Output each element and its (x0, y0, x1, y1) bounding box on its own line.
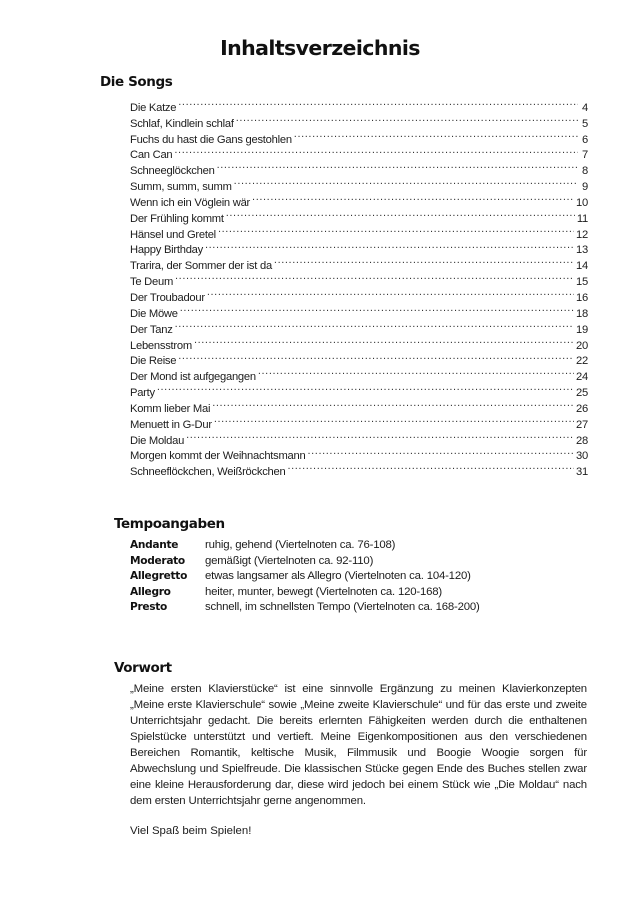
toc-entry-title: Die Katze (130, 101, 177, 114)
dot-leader (175, 317, 574, 333)
toc-entry-title: Der Frühling kommt (130, 212, 224, 225)
dot-leader (214, 412, 574, 428)
tempo-term: Presto (130, 601, 168, 613)
dot-leader (212, 396, 574, 412)
tempo-row (130, 538, 480, 554)
dot-leader (294, 127, 578, 143)
toc-entry-title: Te Deum (130, 276, 174, 289)
toc-entry-page: 5 (582, 117, 588, 130)
toc-entry[interactable] (130, 333, 588, 352)
toc-entry[interactable] (130, 396, 588, 415)
toc-entry-page: 10 (576, 196, 588, 209)
toc-entry-title: Schneeglöckchen (130, 165, 215, 178)
vorwort-section-heading: Vorwort (114, 660, 172, 677)
toc-entry-title: Die Möwe (130, 307, 178, 320)
songs-section-heading: Die Songs (100, 74, 173, 91)
dot-leader (205, 238, 574, 254)
songs-toc-list (130, 95, 588, 479)
dot-leader (174, 143, 578, 159)
toc-entry-page: 19 (576, 323, 588, 336)
dot-leader (258, 364, 574, 380)
toc-entry-title: Der Troubadour (130, 291, 205, 304)
toc-entry-page: 22 (576, 355, 588, 368)
toc-entry[interactable] (130, 269, 588, 289)
toc-entry-page: 6 (582, 133, 588, 146)
toc-entry-title: Party (130, 387, 155, 400)
toc-entry[interactable] (130, 111, 588, 130)
toc-entry-page: 15 (576, 276, 588, 289)
toc-entry[interactable] (130, 95, 588, 114)
tempo-table (130, 538, 480, 616)
toc-entry-title: Schneeflöckchen, Weißröckchen (130, 466, 286, 479)
toc-entry-title: Wenn ich ein Vöglein wär (130, 196, 251, 209)
toc-entry-title: Hänsel und Gretel (130, 228, 216, 241)
tempo-description: gemäßigt (Viertelnoten ca. 92-110) (205, 554, 374, 567)
toc-entry-title: Der Tanz (130, 323, 173, 336)
toc-entry[interactable] (130, 143, 588, 162)
tempo-description: heiter, munter, bewegt (Viertelnoten ca. 120-168) (205, 585, 442, 598)
toc-entry-title: Summ, summ, summ (130, 181, 232, 194)
toc-entry-page: 9 (582, 181, 588, 194)
toc-entry[interactable] (130, 364, 588, 384)
toc-entry-title: Trarira, der Sommer der ist da (130, 260, 272, 273)
dot-leader (157, 380, 574, 396)
toc-entry[interactable] (130, 428, 588, 447)
toc-entry-page: 20 (576, 339, 588, 352)
dot-leader (207, 285, 574, 301)
tempo-term: Allegro (130, 585, 171, 598)
toc-entry-page: 13 (576, 244, 588, 257)
toc-entry-page: 14 (576, 260, 588, 273)
toc-entry-page: 31 (576, 466, 588, 479)
toc-entry-page: 4 (582, 101, 588, 114)
tempo-description: ruhig, gehend (Viertelnoten ca. 76-108) (205, 539, 396, 551)
dot-leader (217, 158, 578, 174)
tempo-row (130, 600, 480, 616)
toc-entry-title: Der Mond ist aufgegangen (130, 371, 256, 384)
page-title: Inhaltsverzeichnis (220, 35, 420, 60)
toc-entry-page: 16 (576, 291, 588, 304)
dot-leader (194, 333, 574, 349)
toc-entry[interactable] (130, 444, 588, 463)
toc-entry-page: 8 (582, 165, 588, 178)
dot-leader (180, 301, 574, 317)
toc-entry[interactable] (130, 301, 588, 320)
dot-leader (186, 428, 574, 444)
toc-entry[interactable] (130, 317, 588, 336)
dot-leader (236, 111, 578, 127)
tempo-row (130, 554, 480, 570)
tempo-row (130, 569, 480, 585)
dot-leader (175, 269, 574, 285)
toc-entry-page: 28 (576, 434, 588, 447)
toc-entry-page: 12 (576, 228, 588, 241)
dot-leader (218, 222, 574, 238)
toc-entry-page: 7 (582, 149, 588, 162)
toc-entry-title: Fuchs du hast die Gans gestohlen (130, 133, 292, 146)
dot-leader (226, 206, 575, 222)
tempo-term: Allegretto (130, 570, 188, 582)
toc-entry-page: 11 (576, 212, 588, 225)
dot-leader (274, 253, 574, 269)
toc-entry-page: 26 (576, 402, 588, 415)
toc-entry-page: 30 (576, 450, 588, 463)
dot-leader (234, 174, 578, 190)
tempo-term: Andante (130, 539, 179, 551)
toc-entry[interactable] (130, 380, 588, 400)
dot-leader (178, 349, 574, 365)
dot-leader (178, 95, 578, 111)
vorwort-closing-line: Viel Spaß beim Spielen! (130, 825, 252, 837)
toc-entry-title: Menuett in G-Dur (130, 418, 212, 431)
toc-entry-title: Komm lieber Mai (130, 402, 211, 415)
tempo-description: etwas langsamer als Allegro (Viertelnoten ca. 104-120) (205, 570, 471, 582)
toc-entry-page: 25 (576, 387, 588, 400)
toc-entry[interactable] (130, 158, 588, 178)
dot-leader (252, 190, 574, 206)
dot-leader (307, 444, 574, 460)
toc-entry-title: Can Can (130, 149, 173, 162)
tempo-term: Moderato (130, 554, 185, 567)
toc-entry[interactable] (130, 349, 588, 368)
toc-entry-title: Die Reise (130, 355, 177, 368)
toc-entry-title: Morgen kommt der Weihnachtsmann (130, 450, 306, 463)
toc-entry-title: Happy Birthday (130, 244, 203, 257)
toc-entry[interactable] (130, 285, 588, 304)
toc-entry-title: Schlaf, Kindlein schlaf (130, 117, 234, 130)
toc-entry-page: 27 (576, 418, 588, 431)
toc-entry-title: Die Moldau (130, 434, 185, 447)
toc-entry-page: 24 (576, 371, 588, 384)
toc-entry-title: Lebensstrom (130, 339, 192, 352)
vorwort-paragraph: „Meine ersten Klavierstücke“ ist eine sinnvolle Ergänzung zu meinen Klavierkonzepten „Meine erste Klavierschule“ sowie „Meine zweite Klavierschule“ und für das erste und zweite Unterrichtsjahr gedacht. Die bereits erlernten Fähigkeiten werden durch die enthaltenen Spielstücke unterstützt und vertieft. Meine Eigenkompositionen aus den verschiedenen Bereichen Romantik, keltische Musik, Filmmusik und Boogie Woogie sorgen für Abwechslung und Spielfreude. Die klassischen Stücke gegen Ende des Buches stellen zwar eine kleine Herausforderung dar, diese wird jedoch bei einem Stück wie „Die Moldau“ nach dem ersten Unterrichtsjahr gerne angenommen. (130, 683, 587, 807)
toc-entry-page: 18 (576, 307, 588, 320)
tempo-section-heading: Tempoangaben (114, 516, 225, 533)
dot-leader (287, 459, 574, 475)
tempo-row (130, 585, 480, 601)
tempo-description: schnell, im schnellsten Tempo (Viertelnoten ca. 168-200) (205, 601, 480, 613)
